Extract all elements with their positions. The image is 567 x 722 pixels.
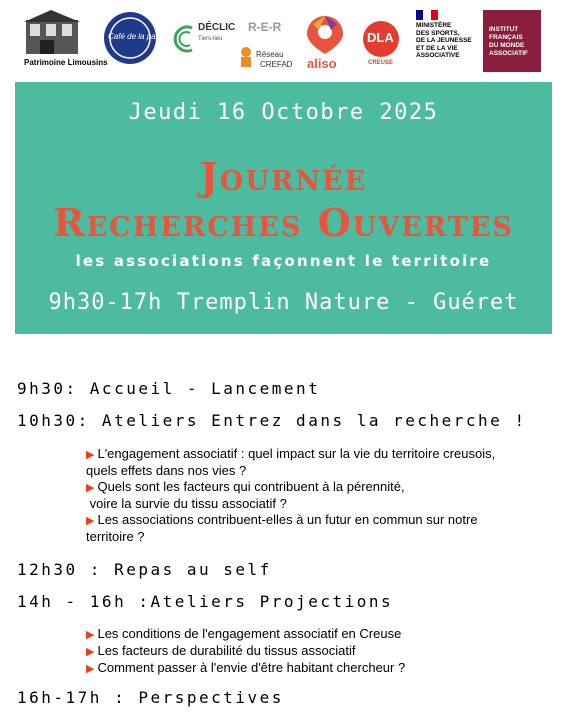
ateliers1-bullets bbox=[86, 446, 546, 545]
ministere-line: MINISTÈRE bbox=[416, 22, 452, 29]
bullet-text: L'engagement associatif : quel impact sur la vie du territoire creusois, bbox=[97, 446, 496, 461]
event-subtitle: les associations façonnent le territoire bbox=[75, 252, 492, 270]
declic-logo bbox=[172, 18, 234, 62]
bullet-item bbox=[86, 660, 546, 677]
event-date: Jeudi 16 Octobre 2025 bbox=[128, 100, 439, 125]
bullet-item-continued bbox=[86, 463, 546, 479]
institut-logo-lines bbox=[489, 26, 528, 58]
bullet-text: territoire ? bbox=[86, 529, 145, 544]
dla-logo-sub: CREUSE bbox=[368, 60, 394, 66]
bullet-item bbox=[86, 479, 546, 496]
institut-logo bbox=[483, 10, 541, 72]
program-repas: 12h30 : Repas au self bbox=[17, 560, 272, 579]
rer-logo-sub2: CREFAD bbox=[260, 60, 293, 69]
bullet-text: voire la survie du tissu associatif ? bbox=[86, 496, 287, 511]
patrimoine-logo bbox=[20, 10, 108, 70]
arrow-icon: ▶ bbox=[86, 515, 95, 527]
ministere-logo-lines bbox=[416, 22, 472, 60]
aliso-logo-text: aliso bbox=[307, 56, 337, 71]
bullet-text: Comment passer à l'envie d'être habitant chercheur ? bbox=[97, 660, 406, 675]
rer-logo bbox=[238, 14, 298, 74]
bullet-text: Quels sont les facteurs qui contribuent à la pérennité, bbox=[97, 479, 405, 494]
institut-line: ASSOCIATIF bbox=[489, 50, 528, 57]
bullet-text: Les facteurs de durabilité du tissus associatif bbox=[97, 643, 356, 658]
ministere-line: ASSOCIATIVE bbox=[416, 52, 460, 59]
partner-logos bbox=[0, 0, 567, 78]
aliso-logo bbox=[305, 14, 345, 72]
bullet-text: Les associations contribuent-elles à un futur en commun sur notre bbox=[97, 512, 478, 527]
declic-logo-title: DÉCLIC bbox=[198, 22, 236, 33]
ministere-line: DE LA JEUNESSE bbox=[416, 37, 472, 44]
institut-line: FRANÇAIS bbox=[489, 34, 523, 41]
ministere-line: ET DE LA VIE bbox=[416, 44, 458, 52]
bullet-text: quels effets dans nos vies ? bbox=[86, 463, 247, 478]
bullet-item bbox=[86, 446, 546, 463]
event-time-place: 9h30-17h Tremplin Nature - Guéret bbox=[48, 290, 519, 315]
patrimoine-logo-text: Patrimoine Limousins bbox=[24, 58, 108, 67]
arrow-icon: ▶ bbox=[86, 663, 95, 675]
event-banner bbox=[15, 82, 552, 334]
ministere-logo bbox=[414, 10, 480, 72]
arrow-icon: ▶ bbox=[86, 629, 95, 641]
declic-logo-sub: Tiers-lieu bbox=[198, 36, 223, 42]
bullet-text: Les conditions de l'engagement associatif en Creuse bbox=[97, 626, 402, 641]
bullet-item bbox=[86, 626, 546, 643]
rer-logo-sub1: Réseau bbox=[256, 50, 284, 59]
arrow-icon: ▶ bbox=[86, 482, 95, 494]
institut-line: INSTITUT bbox=[489, 26, 519, 33]
event-title-line2: Recherches Ouvertes bbox=[53, 200, 514, 245]
bullet-item bbox=[86, 643, 546, 660]
dla-logo-text: DLA bbox=[367, 30, 394, 45]
event-title-line1: Journée bbox=[199, 154, 368, 199]
cafe-logo-text: Café de la part bbox=[108, 32, 161, 41]
arrow-icon: ▶ bbox=[86, 449, 95, 461]
rer-logo-title: R-E-R bbox=[248, 20, 282, 34]
ateliers2-bullets bbox=[86, 626, 546, 677]
program-accueil: 9h30: Accueil - Lancement bbox=[17, 379, 321, 398]
bullet-item bbox=[86, 512, 546, 529]
bullet-item-continued bbox=[86, 496, 546, 512]
arrow-icon: ▶ bbox=[86, 646, 95, 658]
program-ateliers2: 14h - 16h :Ateliers Projections bbox=[17, 592, 394, 611]
program-perspectives: 16h-17h : Perspectives bbox=[17, 688, 284, 707]
institut-line: DU MONDE bbox=[489, 42, 525, 49]
ministere-line: DES SPORTS, bbox=[416, 29, 460, 37]
program-ateliers1: 10h30: Ateliers Entrez dans la recherche ! bbox=[17, 411, 527, 430]
bullet-item-continued bbox=[86, 529, 546, 545]
dla-logo bbox=[362, 20, 402, 70]
cafe-logo bbox=[100, 10, 160, 66]
